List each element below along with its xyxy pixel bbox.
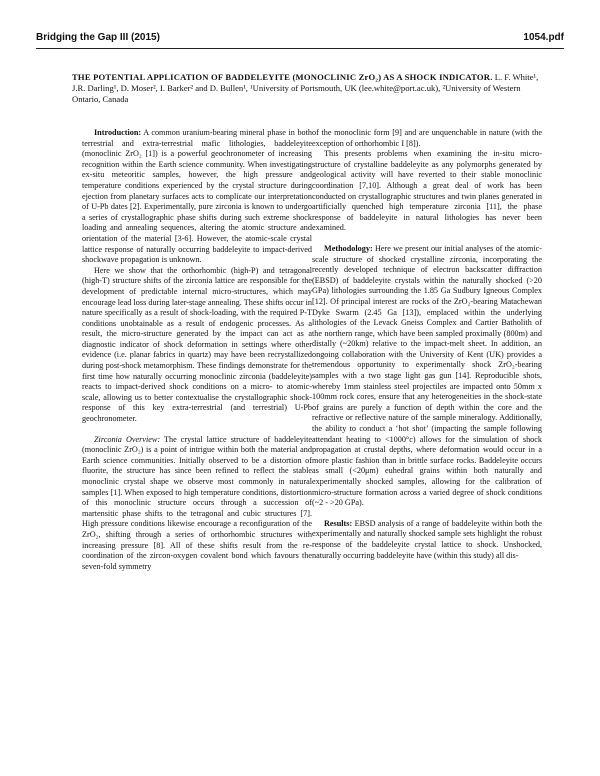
- authors: L. F. White¹, J.R. Darling¹, D. Moser², I. Barker² and D. Bullen¹, ¹University of Portsmouth, UK (lee.white@port.ac.uk), ²University of Western Ontario, Canada: [72, 72, 539, 104]
- header-rule: [36, 48, 564, 49]
- methodology-paragraph: [312, 244, 542, 509]
- intro-text: A common uranium-bearing mineral phase in both terrestrial and extra-terrestrial mafic lithologies, baddeleyite (monoclinic ZrO₂ [1]) is a powerful geochronometer of increasing recognition within the Earth science community. When investigating ex-situ meteoritic samples, however, the high pressure and temperature conditions experienced by the crystal structure during ejection from planetary surfaces acts to complicate our interpretation of U-Pb dates [2]. Experimentally, pure zirconia is known to undergo a series of crystallographic phase shifts during such extreme shock loading and annealing sequences, altering the atomic structure and orientation of the material [3-6]. However, the atomic-scale crystal lattice response of naturally occurring baddeleyite to impact-derived shockwave propagation is unknown.: [82, 128, 312, 265]
- zirconia-paragraph: [82, 435, 312, 573]
- paper-title: THE POTENTIAL APPLICATION OF BADDELEYITE (MONOCLINIC ZrO₂) AS A SHOCK INDICATOR.: [72, 72, 493, 82]
- intro-heading: Introduction:: [94, 128, 142, 137]
- left-column: [82, 128, 312, 572]
- zirconia-heading: Zirconia Overview:: [94, 434, 161, 444]
- results-paragraph: [312, 519, 542, 561]
- results-heading: Results:: [324, 518, 353, 528]
- findings-paragraph: Here we show that the orthorhombic (high-P) and tetragonal (high-T) structure shifts of the zirconia lattice are responsible for the development of predictable internal micro-structures, which may encourage lead loss during later-stage annealing. These shifts occur in nature specifically as a result of shock-loading, with the required P-T conditions unobtainable as a result of endogenic processes. As a result, the micro-structure generated by the impact can act as a diagnostic indicator of shock deformation in settings where other evidence (i.e. planar fabrics in quartz) may have been recrystallized during post-shock metamorphism. These findings demonstrate for the first time how naturally occurring monoclinic zirconia (baddeleyite) reacts to impact-derived shock conditions on a micro- to atomic-scale, allowing us to better contextualise the crystallographic shock-response of this key extra-terrestrial (and terrestrial) U-Pb geochronometer.: [82, 265, 312, 424]
- right-column: [312, 128, 542, 561]
- results-text: EBSD analysis of a range of baddeleyite within both the experimentally and naturally shocked sample sets highlight the robust response of the baddeleyite crystal lattice to shock. Unshocked, naturally occurring baddeleyite have (within this study) all dis-: [312, 518, 542, 560]
- continued-paragraph: of the monoclinic form [9] and are unquenchable in nature (with the exception of orthorhombic I [8]).: [312, 128, 542, 148]
- problems-paragraph: This presents problems when examining the in-situ micro-structure of crystalline baddeleyite as any polymorphs generated by geological activity will have reverted to their stable monoclinic coordination [7,10]. Although a great deal of work has been conducted on crystallographic structures and twin planes generated in artificially quenched high temperature zirconia [11], the phase response of baddeleyite in natural lithologies has never been examined.: [312, 149, 542, 233]
- methodology-text: Here we present our initial analyses of the atomic-scale structure of shocked crystalline zirconia, incorporating the recently developed technique of electron backscatter diffraction (EBSD) of baddeleyite crystals within the naturally shocked (>20 GPa) lithologies surrounding the 1.85 Ga Sudbury Igneous Complex [12]. Of principal interest are rocks of the ZrO₂-bearing Matachewan Dyke Swarm (2.45 Ga [13]), emplaced within the underlying lithologies of the Levack Gneiss Complex and Cartier Batholith of the northern range, which have been sampled proximally (800m) and distally (~20km) relative to the impact-melt sheet. In addition, an ongoing collaboration with the University of Kent (UK) provides a tremendous opportunity to experimentally shock ZrO₂-bearing samples with a two stage light gas gun [14]. Reproducible shots, whereby 1mm stainless steel projectiles are impacted onto 50mm x 100mm rock cores, ensure that any heterogeneities in the shock-state of grains are purely a function of depth within the core and the refractive or reflective nature of the sample mineralogy. Additionally, the ability to conduct a ‘hot shot’ (impacting the sample following attendant heating to <1000°c) allows for the simulation of shock propagation at crustal depths, where deformation would occur in a more plastic fashion than in brittle surface rocks. Baddeleyite occurs as small (<20μm) euhedral grains within both naturally and experimentally shocked samples, allowing for the calibration of micro-structure formation across a varied degree of shock conditions (~2 - >20 GPa).: [312, 243, 542, 508]
- intro-paragraph: [82, 128, 312, 266]
- methodology-heading: Methodology:: [324, 243, 373, 253]
- running-header-title: Bridging the Gap III (2015): [36, 32, 160, 43]
- zirconia-text: The crystal lattice structure of baddeleyite (monoclinic ZrO₂) is a point of intrigue within both the material and Earth science communities. Initially observed to be a distortion of fluorite, the structure has since been refined to reflect the stable monoclinic crystal shape we observe most commonly in natural samples [1]. When exposed to high temperature conditions, distortion of this monoclinic structure occurs through a succession of martensitic phase shifts to the tetragonal and cubic structures [7]. High pressure conditions likewise encourage a reconfiguration of the ZrO₂, shifting through a series of orthorhombic structures with increasing pressure [8]. All of these shifts result from the re-coordination of the zircon-oxygen covalent bond which favours the seven-fold symmetry: [82, 434, 313, 571]
- title-block: [72, 72, 542, 105]
- running-header-file: 1054.pdf: [523, 32, 564, 43]
